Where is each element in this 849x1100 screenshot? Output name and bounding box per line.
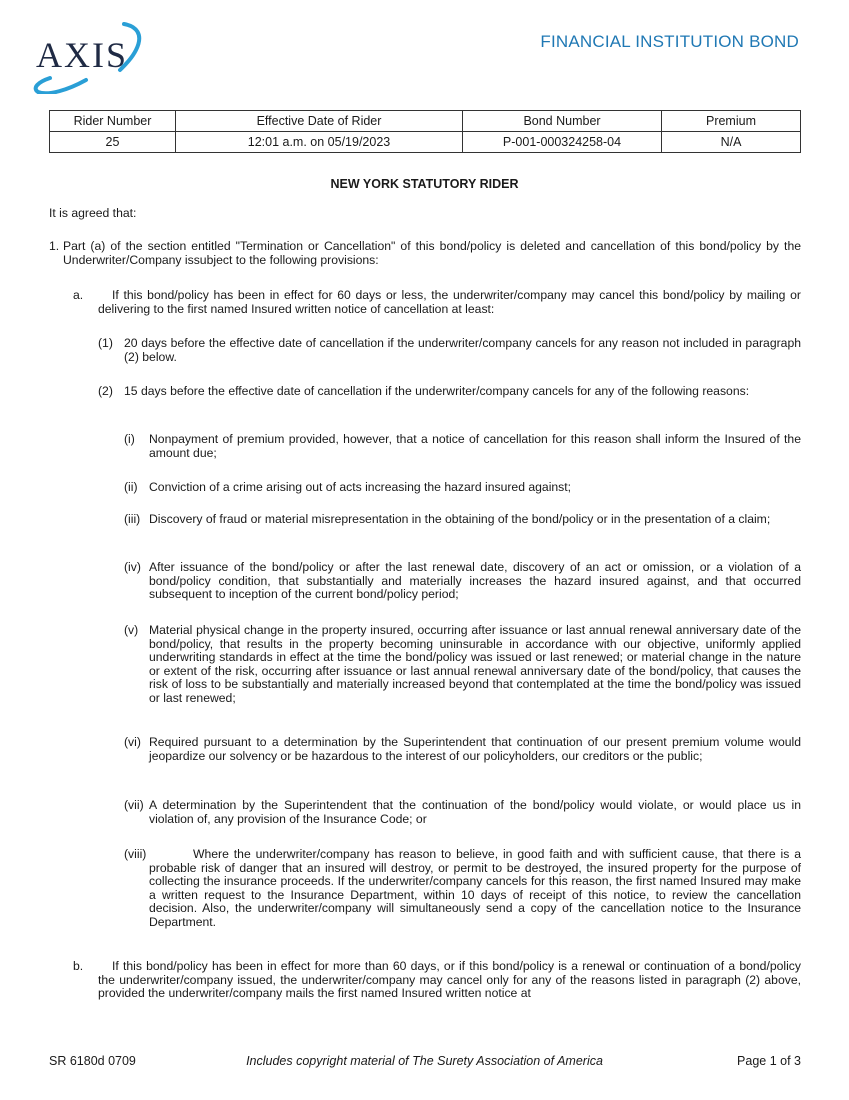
item-1-text — [63, 240, 801, 267]
reason-text: A determination by the Superintendent that the continuation of the bond/policy would violate, or would place us in violation of, any provision of the Insurance Code; or — [149, 798, 801, 826]
cell-bond-number: P-001-000324258-04 — [463, 132, 662, 153]
item-b-label: b. — [73, 959, 84, 973]
logo-text: AXIS — [36, 35, 129, 75]
table-row — [50, 132, 801, 153]
reason-label: (iv) — [124, 560, 141, 574]
reason-text: After issuance of the bond/policy or after the last renewal date, discovery of an act or omission, or a violation of a bond/policy condition, that substantially and materially increases the hazard insured against, and that occurred subsequent to inception of the current bond/policy period; — [149, 560, 801, 602]
reason-label: (i) — [124, 432, 135, 446]
rider-table — [49, 110, 801, 153]
axis-logo — [28, 20, 150, 94]
reason-text: Material physical change in the property insured, occurring after issuance or last annual renewal anniversary date of the bond/policy, that results in the property becoming uninsurable in accordance with our objective, uniformly applied underwriting standards in effect at the time the bond/policy was issued or last renewed; or material change in the nature or extent of the risk, occurring after issuance or last annual renewal anniversary date of the bond/policy, that causes the risk of loss to be substantially and materially increased beyond that contemplated at the time the bond/policy was issued or last renewed; — [149, 623, 801, 705]
reason-label: (viii) — [124, 847, 147, 861]
sub-1-text: 20 days before the effective date of cancellation if the underwriter/company cancels for any reason not included in paragraph (2) below. — [124, 336, 801, 364]
item-1-body: Part (a) of the section entitled "Termination or Cancellation" of this bond/policy is deleted and cancellation of this bond/policy by the Underwriter/Company issubject to the following provisions: — [63, 239, 801, 267]
item-a-text: If this bond/policy has been in effect for 60 days or less, the underwriter/company may cancel this bond/policy by mailing or delivering to the first named Insured written notice of cancellation at least: — [98, 288, 801, 316]
reason-text: Nonpayment of premium provided, however, that a notice of cancellation for this reason shall inform the Insured of the amount due; — [149, 432, 801, 460]
reason-text: Where the underwriter/company has reason to believe, in good faith and with sufficient cause, that there is a probable risk of danger that an insured will destroy, or permit to be destroyed, the insured property for the purpose of collecting the insurance proceeds. If the underwriter/company cancels for this reason, the first named Insured may make a written request to the Insurance Department, within 10 days of receipt of this notice, to review the cancellation decision. Also, the underwriter/company will simultaneously send a copy of the cancellation notice to the Insurance Department. — [149, 847, 801, 929]
reason-text: Required pursuant to a determination by the Superintendent that continuation of our present premium volume would jeopardize our solvency or be hazardous to the interest of our policyholders, our creditors or the public; — [149, 735, 801, 763]
footer-form-number: SR 6180d 0709 — [49, 1054, 136, 1068]
header-effective-date: Effective Date of Rider — [176, 111, 463, 132]
footer-page-number: Page 1 of 3 — [737, 1054, 801, 1068]
sub-2-label: (2) — [98, 384, 113, 398]
document-title: FINANCIAL INSTITUTION BOND — [540, 32, 799, 51]
cell-effective-date: 12:01 a.m. on 05/19/2023 — [176, 132, 463, 153]
reason-label: (v) — [124, 623, 139, 637]
item-a-label: a. — [73, 288, 84, 302]
header-rider-number: Rider Number — [50, 111, 176, 132]
cell-rider-number: 25 — [50, 132, 176, 153]
sub-2-text: 15 days before the effective date of cancellation if the underwriter/company cancels for any of the following reasons: — [124, 384, 750, 398]
reason-label: (ii) — [124, 480, 138, 494]
sub-1-label: (1) — [98, 336, 113, 350]
reason-label: (vii) — [124, 798, 144, 812]
intro-text: It is agreed that: — [49, 206, 137, 220]
reason-text: Discovery of fraud or material misrepresentation in the obtaining of the bond/policy or in the presentation of a claim; — [149, 512, 771, 526]
reason-text: Conviction of a crime arising out of acts increasing the hazard insured against; — [149, 480, 572, 494]
section-title: NEW YORK STATUTORY RIDER — [330, 177, 519, 191]
cell-premium: N/A — [662, 132, 801, 153]
footer-copyright: Includes copyright material of The Surety Association of America — [246, 1054, 603, 1068]
table-header-row — [50, 111, 801, 132]
reason-label: (vi) — [124, 735, 141, 749]
header-premium: Premium — [662, 111, 801, 132]
header-bond-number: Bond Number — [463, 111, 662, 132]
item-1-label: 1. — [49, 239, 60, 253]
item-b-text: If this bond/policy has been in effect for more than 60 days, or if this bond/policy is a renewal or continuation of a bond/policy the underwriter/company issued, the underwriter/company may cancel only for any of the reasons listed in paragraph (2) above, provided the underwriter/company mails the first named Insured written notice at — [98, 959, 801, 1001]
reason-label: (iii) — [124, 512, 141, 526]
